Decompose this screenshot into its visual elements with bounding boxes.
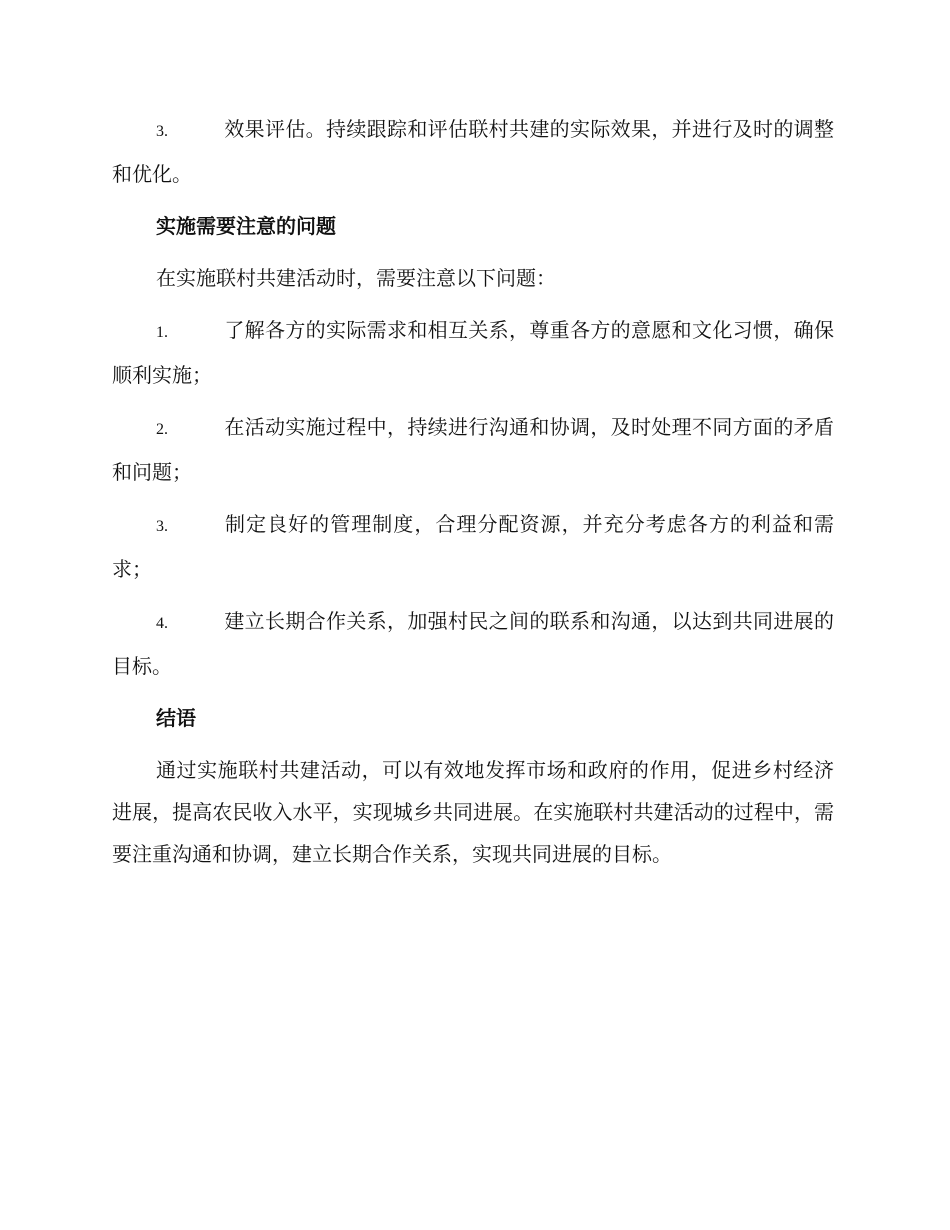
section-intro: 在实施联村共建活动时，需要注意以下问题： xyxy=(156,266,556,290)
section-heading-conclusion: 结语 xyxy=(156,706,196,730)
document-page xyxy=(112,108,834,885)
list-item-number: 1. xyxy=(156,324,168,341)
list-item-number: 3. xyxy=(156,518,168,535)
list-item xyxy=(112,406,834,493)
list-item-number: 2. xyxy=(156,421,168,438)
list-item xyxy=(112,108,834,195)
list-item-text: 在活动实施过程中，持续进行沟通和协调，及时处理不同方面的矛盾和问题； xyxy=(112,415,834,484)
section-heading-issues: 实施需要注意的问题 xyxy=(156,214,336,238)
conclusion-paragraph: 通过实施联村共建活动，可以有效地发挥市场和政府的作用，促进乡村经济进展，提高农民收入水平，实现城乡共同进展。在实施联村共建活动的过程中，需要注重沟通和协调，建立长期合作关系，实现共同进展的目标。 xyxy=(112,758,834,866)
list-item-text: 制定良好的管理制度，合理分配资源，并充分考虑各方的利益和需求； xyxy=(112,512,834,581)
list-item-number: 4. xyxy=(156,615,168,632)
list-item xyxy=(112,600,834,687)
list-item-text: 效果评估。持续跟踪和评估联村共建的实际效果，并进行及时的调整和优化。 xyxy=(112,117,834,186)
list-item xyxy=(112,503,834,590)
list-item xyxy=(112,309,834,396)
list-item-text: 建立长期合作关系，加强村民之间的联系和沟通，以达到共同进展的目标。 xyxy=(112,609,834,678)
list-item-text: 了解各方的实际需求和相互关系，尊重各方的意愿和文化习惯，确保顺利实施； xyxy=(112,318,834,387)
list-item-number: 3. xyxy=(156,123,168,140)
